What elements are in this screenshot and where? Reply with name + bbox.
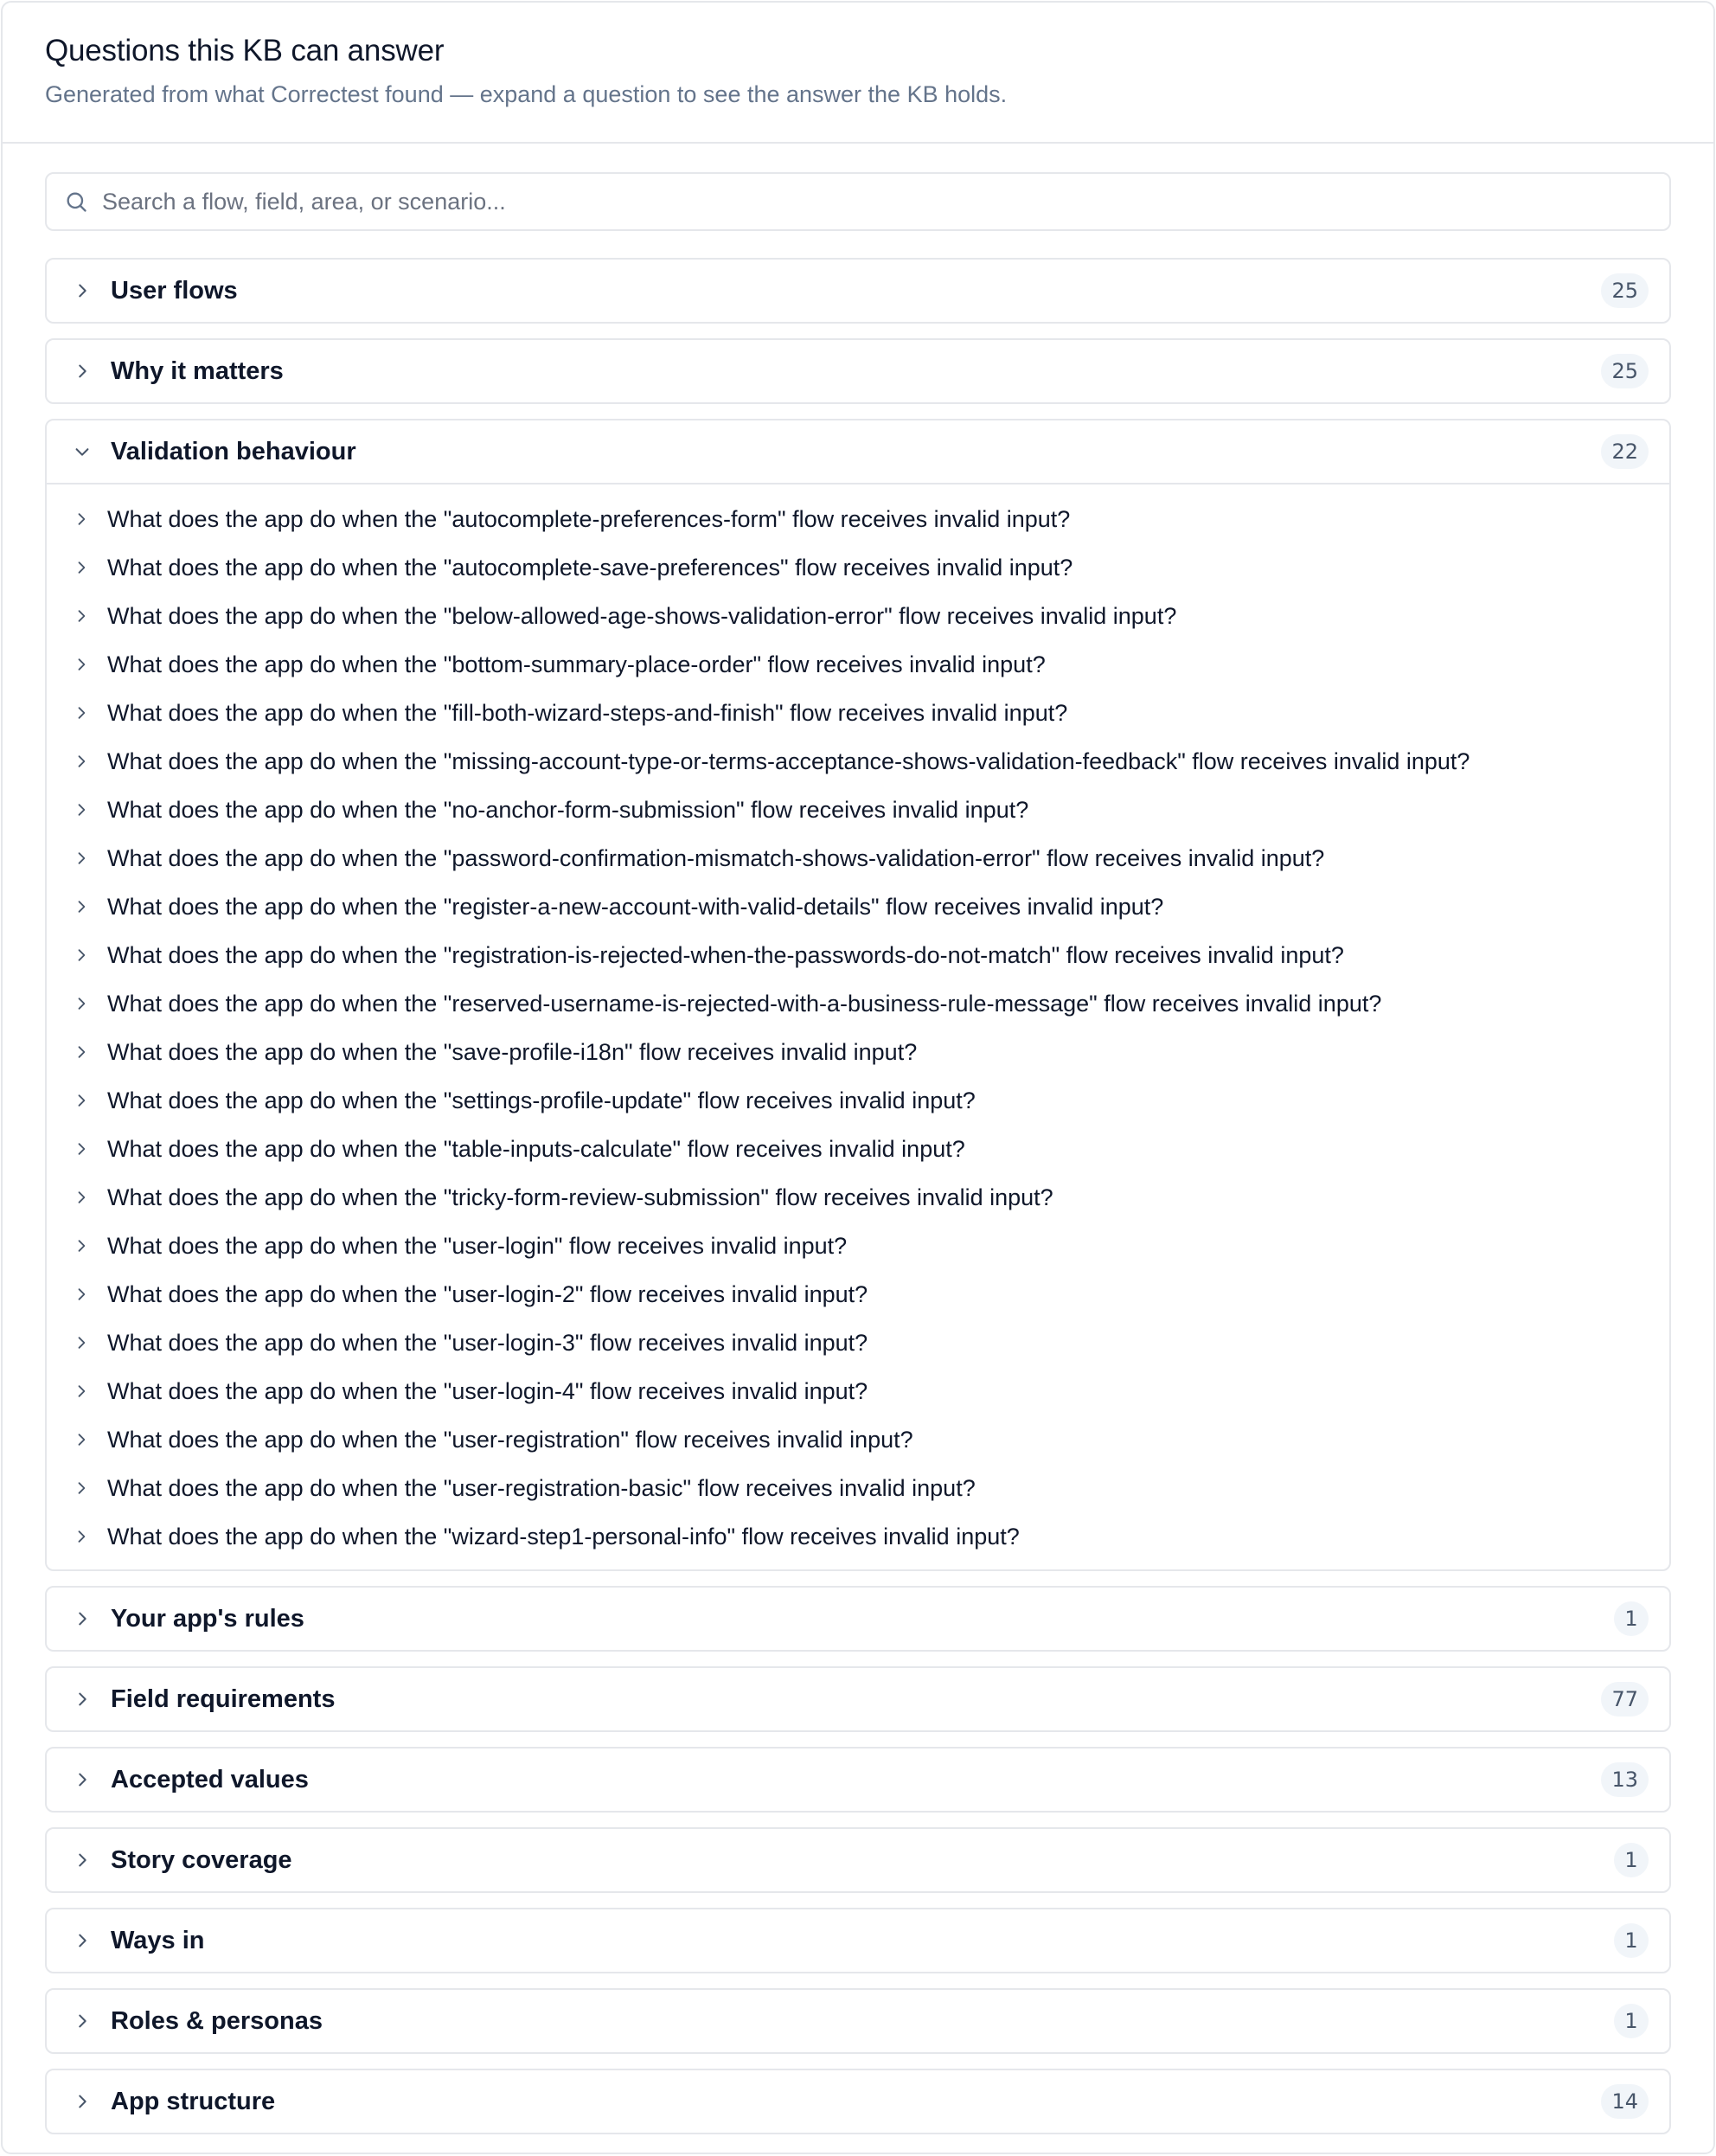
- section-story-coverage: [45, 1827, 1671, 1893]
- section-label: Why it matters: [111, 356, 284, 385]
- chevron-right-icon: [73, 2012, 92, 2031]
- card-header: [3, 3, 1713, 144]
- question-sections: [45, 258, 1671, 2134]
- section-header[interactable]: [47, 340, 1669, 402]
- question-text: What does the app do when the "wizard-step1-personal-info" flow receives invalid input?: [107, 1523, 1020, 1550]
- count-badge: 1: [1614, 1843, 1649, 1877]
- question-text: What does the app do when the "tricky-form-review-submission" flow receives invalid input?: [107, 1184, 1053, 1210]
- question-item[interactable]: [47, 1415, 1669, 1464]
- question-list: [47, 484, 1669, 1569]
- question-text: What does the app do when the "settings-profile-update" flow receives invalid input?: [107, 1087, 976, 1113]
- chevron-right-icon: [73, 1770, 92, 1789]
- question-item[interactable]: [47, 543, 1669, 592]
- chevron-right-icon: [73, 753, 90, 770]
- count-badge: 1: [1614, 1923, 1649, 1958]
- card-content: [3, 144, 1713, 2134]
- chevron-right-icon: [73, 1383, 90, 1400]
- question-text: What does the app do when the "reserved-username-is-rejected-with-a-business-rule-message" flow receives invalid input?: [107, 990, 1382, 1017]
- question-item[interactable]: [47, 979, 1669, 1028]
- count-badge: 1: [1614, 1601, 1649, 1636]
- question-item[interactable]: [47, 1367, 1669, 1415]
- question-item[interactable]: [47, 1125, 1669, 1173]
- question-item[interactable]: [47, 1270, 1669, 1319]
- section-label: Accepted values: [111, 1765, 309, 1793]
- search-icon: [64, 189, 88, 214]
- chevron-right-icon: [73, 946, 90, 964]
- chevron-right-icon: [73, 801, 90, 818]
- page-subtitle: Generated from what Correctest found — expand a question to see the answer the KB holds.: [45, 81, 1008, 107]
- chevron-right-icon: [73, 510, 90, 528]
- chevron-right-icon: [73, 1189, 90, 1206]
- section-validation-behaviour: [45, 419, 1671, 1571]
- question-item[interactable]: [47, 737, 1669, 786]
- question-item[interactable]: [47, 1076, 1669, 1125]
- section-header[interactable]: [47, 2070, 1669, 2133]
- section-label: Roles & personas: [111, 2006, 323, 2035]
- count-badge: 22: [1601, 434, 1649, 469]
- kb-questions-card: [1, 1, 1715, 2154]
- question-text: What does the app do when the "no-anchor-form-submission" flow receives invalid input?: [107, 796, 1029, 823]
- question-item[interactable]: [47, 495, 1669, 543]
- question-item[interactable]: [47, 931, 1669, 979]
- section-label: Field requirements: [111, 1684, 336, 1713]
- question-text: What does the app do when the "user-login-2" flow receives invalid input?: [107, 1280, 868, 1307]
- chevron-right-icon: [73, 1479, 90, 1497]
- question-item[interactable]: [47, 1028, 1669, 1076]
- section-header[interactable]: [47, 1909, 1669, 1972]
- question-item[interactable]: [47, 1464, 1669, 1512]
- question-text: What does the app do when the "below-allowed-age-shows-validation-error" flow receives invalid input?: [107, 602, 1177, 629]
- section-app-structure: [45, 2069, 1671, 2134]
- question-item[interactable]: [47, 834, 1669, 882]
- section-roles-personas: [45, 1988, 1671, 2054]
- count-badge: 77: [1601, 1682, 1649, 1716]
- section-accepted-values: [45, 1747, 1671, 1813]
- question-item[interactable]: [47, 640, 1669, 689]
- question-text: What does the app do when the "user-login-3" flow receives invalid input?: [107, 1329, 868, 1356]
- question-item[interactable]: [47, 1512, 1669, 1561]
- chevron-right-icon: [73, 1931, 92, 1950]
- question-text: What does the app do when the "bottom-summary-place-order" flow receives invalid input?: [107, 651, 1046, 677]
- section-label: Story coverage: [111, 1845, 292, 1874]
- section-header[interactable]: [47, 420, 1669, 484]
- section-header[interactable]: [47, 1990, 1669, 2052]
- section-why-it-matters: [45, 338, 1671, 404]
- chevron-right-icon: [73, 1286, 90, 1303]
- question-text: What does the app do when the "user-login-4" flow receives invalid input?: [107, 1377, 868, 1404]
- section-label: App structure: [111, 2087, 276, 2115]
- chevron-right-icon: [73, 1140, 90, 1158]
- section-header[interactable]: [47, 1749, 1669, 1811]
- question-item[interactable]: [47, 1222, 1669, 1270]
- count-badge: 13: [1601, 1762, 1649, 1797]
- chevron-right-icon: [73, 1851, 92, 1870]
- count-badge: 25: [1601, 354, 1649, 388]
- section-label: User flows: [111, 276, 238, 305]
- section-header[interactable]: [47, 1668, 1669, 1730]
- chevron-right-icon: [73, 281, 92, 300]
- question-text: What does the app do when the "fill-both-wizard-steps-and-finish" flow receives invalid input?: [107, 699, 1068, 726]
- chevron-right-icon: [73, 559, 90, 576]
- section-header[interactable]: [47, 1588, 1669, 1650]
- page-title: Questions this KB can answer: [45, 34, 445, 67]
- question-text: What does the app do when the "user-login" flow receives invalid input?: [107, 1232, 848, 1259]
- question-item[interactable]: [47, 786, 1669, 834]
- chevron-down-icon: [73, 442, 92, 461]
- chevron-right-icon: [73, 1334, 90, 1351]
- question-text: What does the app do when the "register-a-new-account-with-valid-details" flow receives invalid input?: [107, 893, 1164, 920]
- question-text: What does the app do when the "password-confirmation-mismatch-shows-validation-error" flow receives invalid input?: [107, 844, 1325, 871]
- count-badge: 25: [1601, 273, 1649, 308]
- chevron-right-icon: [73, 704, 90, 722]
- chevron-right-icon: [73, 1431, 90, 1448]
- search-box[interactable]: [45, 172, 1671, 231]
- chevron-right-icon: [73, 995, 90, 1012]
- question-item[interactable]: [47, 592, 1669, 640]
- question-item[interactable]: [47, 1319, 1669, 1367]
- section-field-requirements: [45, 1666, 1671, 1732]
- count-badge: 14: [1601, 2084, 1649, 2119]
- question-text: What does the app do when the "user-registration-basic" flow receives invalid input?: [107, 1474, 976, 1501]
- question-item[interactable]: [47, 882, 1669, 931]
- section-label: Ways in: [111, 1926, 205, 1954]
- question-text: What does the app do when the "user-registration" flow receives invalid input?: [107, 1426, 913, 1453]
- section-label: Your app's rules: [111, 1604, 304, 1633]
- chevron-right-icon: [73, 656, 90, 673]
- question-item[interactable]: [47, 1173, 1669, 1222]
- section-user-flows: [45, 258, 1671, 324]
- question-text: What does the app do when the "missing-account-type-or-terms-acceptance-shows-validation-feedback" flow receives invalid input?: [107, 748, 1470, 774]
- section-your-app-s-rules: [45, 1586, 1671, 1652]
- question-text: What does the app do when the "registration-is-rejected-when-the-passwords-do-not-match" flow receives invalid input?: [107, 941, 1344, 968]
- chevron-right-icon: [73, 1043, 90, 1061]
- section-header[interactable]: [47, 260, 1669, 322]
- count-badge: 1: [1614, 2004, 1649, 2038]
- question-text: What does the app do when the "autocomplete-preferences-form" flow receives invalid input?: [107, 505, 1071, 532]
- section-ways-in: [45, 1908, 1671, 1973]
- chevron-right-icon: [73, 1528, 90, 1545]
- chevron-right-icon: [73, 850, 90, 867]
- question-text: What does the app do when the "table-inputs-calculate" flow receives invalid input?: [107, 1135, 965, 1162]
- chevron-right-icon: [73, 1092, 90, 1109]
- chevron-right-icon: [73, 362, 92, 381]
- chevron-right-icon: [73, 1237, 90, 1254]
- search-input[interactable]: [102, 184, 1669, 219]
- chevron-right-icon: [73, 2092, 92, 2111]
- question-item[interactable]: [47, 689, 1669, 737]
- section-header[interactable]: [47, 1829, 1669, 1891]
- chevron-right-icon: [73, 1609, 92, 1628]
- chevron-right-icon: [73, 607, 90, 625]
- section-label: Validation behaviour: [111, 437, 356, 465]
- chevron-right-icon: [73, 1690, 92, 1709]
- question-text: What does the app do when the "save-profile-i18n" flow receives invalid input?: [107, 1038, 918, 1065]
- question-text: What does the app do when the "autocomplete-save-preferences" flow receives invalid input?: [107, 554, 1073, 581]
- chevron-right-icon: [73, 898, 90, 915]
